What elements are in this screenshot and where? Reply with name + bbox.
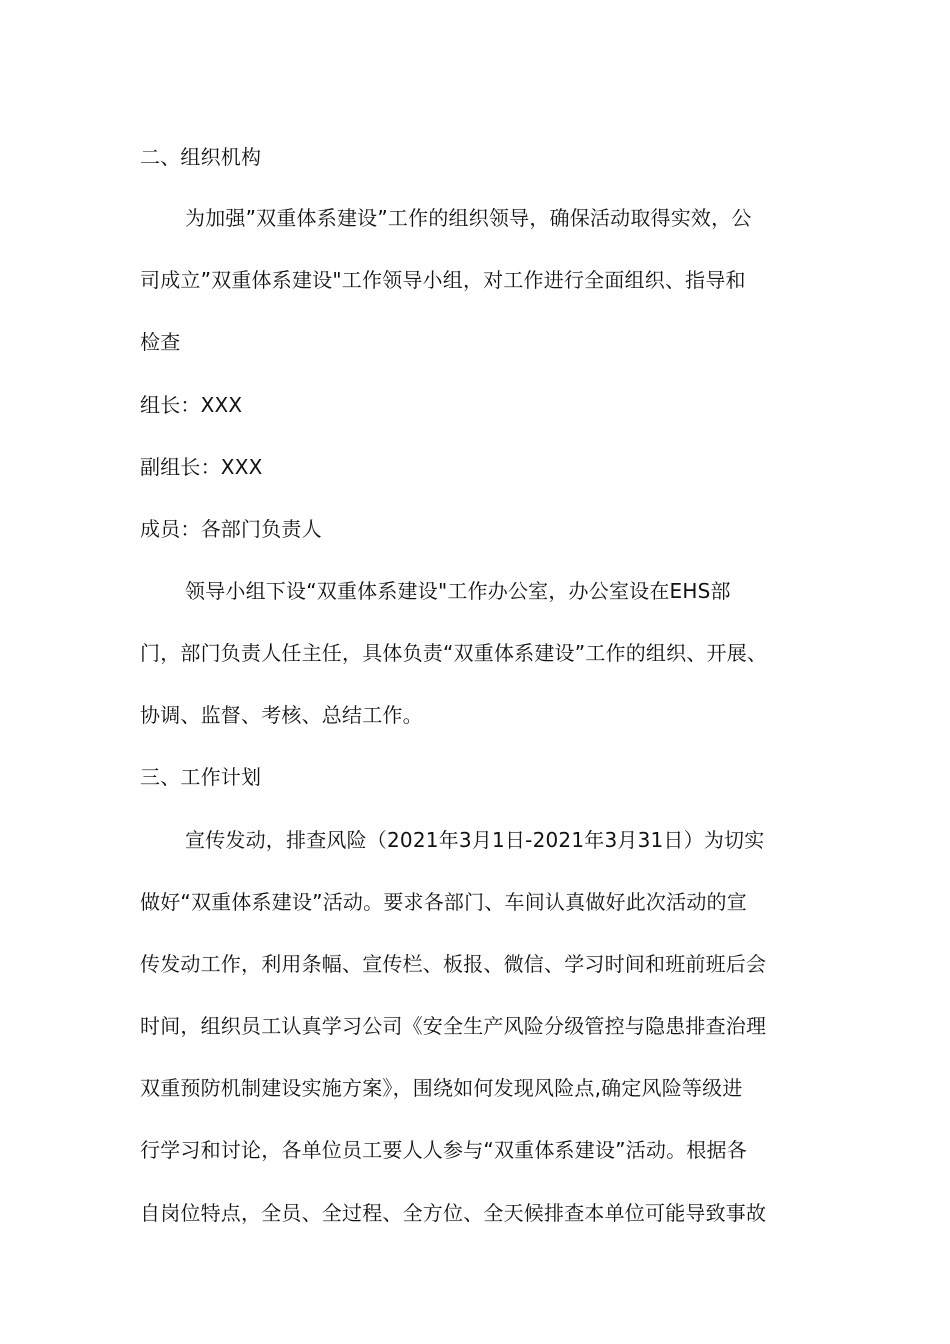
paragraph-line: 做好“双重体系建设”活动。要求各部门、车间认真做好此次活动的宣: [140, 890, 747, 914]
paragraph-line: 行学习和讨论，各单位员工要人人参与“双重体系建设”活动。根据各: [140, 1138, 747, 1162]
paragraph-line: 时间，组织员工认真学习公司《安全生产风险分级管控与隐患排查治理: [140, 1014, 767, 1038]
paragraph-line: 司成立”双重体系建设"工作领导小组，对工作进行全面组织、指导和: [140, 268, 746, 292]
group-leader-line: 组长：XXX: [140, 393, 243, 417]
section-heading-work-plan: 三、工作计划: [140, 765, 262, 789]
section-heading-organization: 二、组织机构: [140, 145, 262, 169]
paragraph-line: 检查: [140, 330, 181, 354]
paragraph-line: 为加强”双重体系建设”工作的组织领导，确保活动取得实效，公: [185, 206, 752, 230]
paragraph-line: 协调、监督、考核、总结工作。: [140, 703, 423, 727]
paragraph-line: 门，部门负责人任主任，具体负责“双重体系建设”工作的组织、开展、: [140, 641, 768, 665]
paragraph-line: 领导小组下设“双重体系建设"工作办公室，办公室设在EHS部: [185, 579, 731, 603]
paragraph-line: 双重预防机制建设实施方案》，围绕如何发现风险点,确定风险等级进: [140, 1076, 743, 1100]
paragraph-line: 自岗位特点，全员、全过程、全方位、全天候排查本单位可能导致事故: [140, 1201, 767, 1225]
deputy-leader-line: 副组长：XXX: [140, 455, 263, 479]
paragraph-line: 传发动工作，利用条幅、宣传栏、板报、微信、学习时间和班前班后会: [140, 952, 767, 976]
members-line: 成员：各部门负责人: [140, 517, 322, 541]
paragraph-line: 宣传发动，排查风险（2021年3月1日-2021年3月31日）为切实: [185, 828, 765, 852]
